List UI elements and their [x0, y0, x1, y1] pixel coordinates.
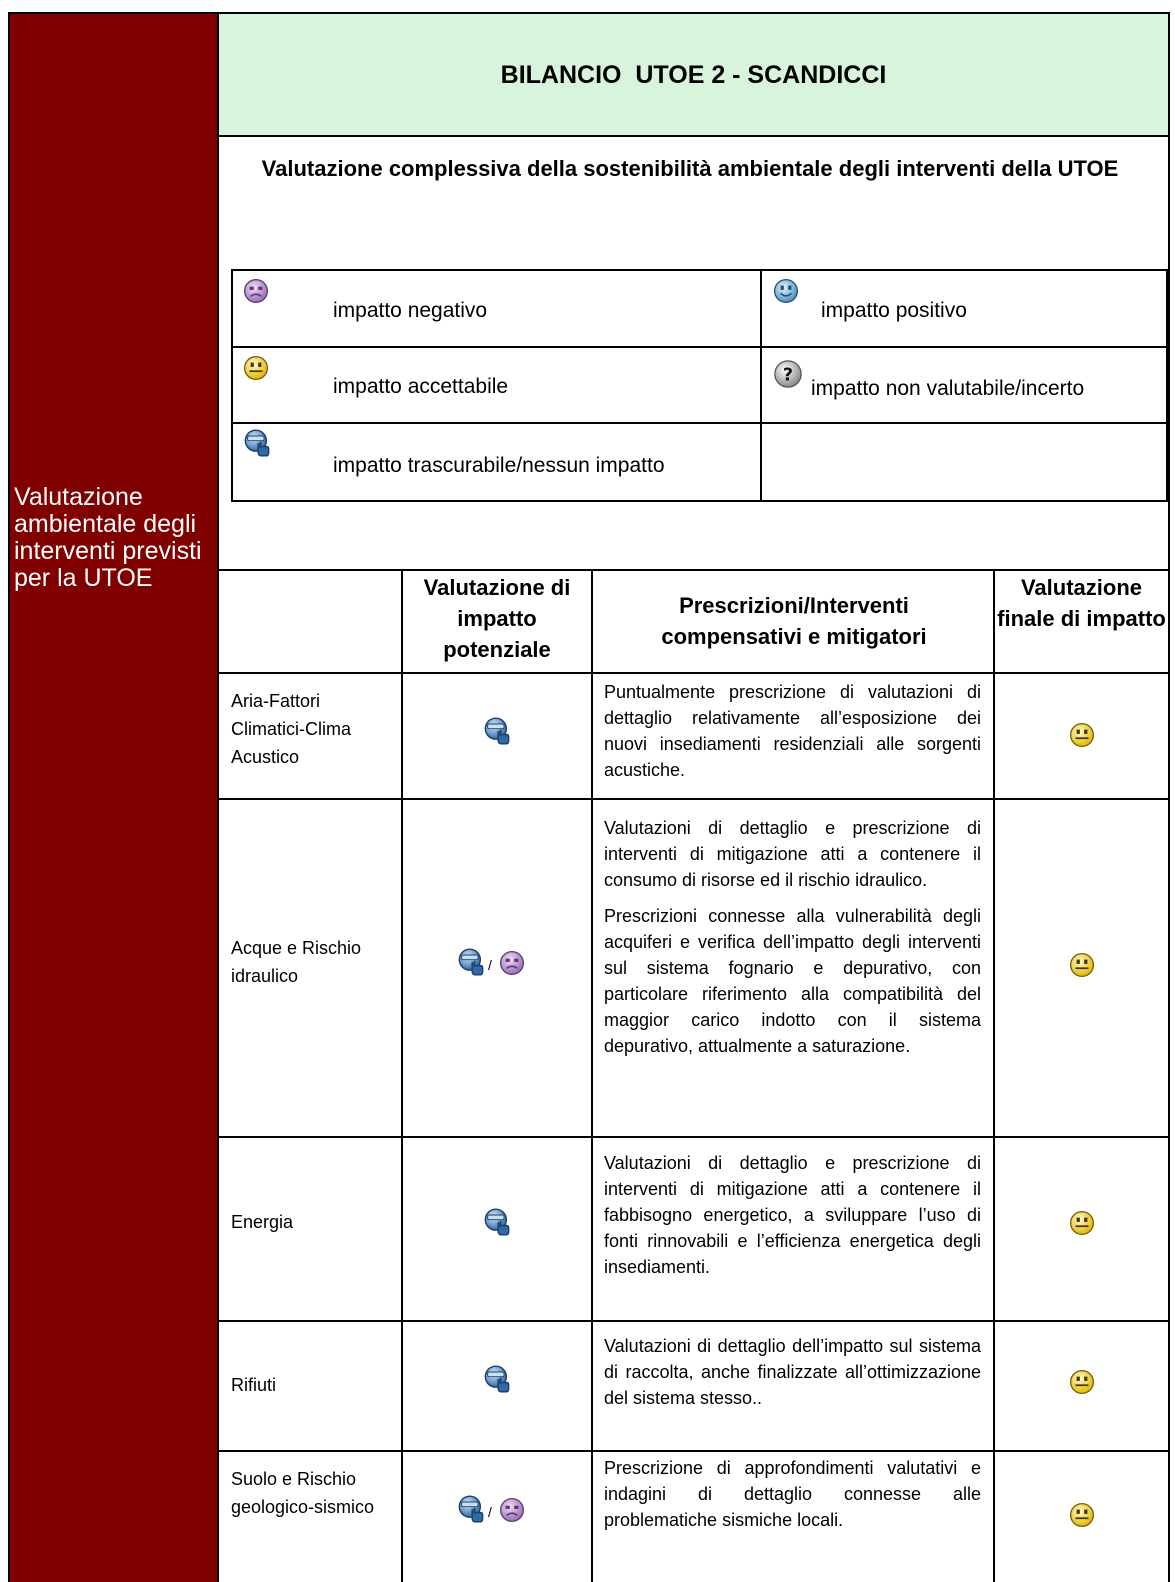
- legend-acceptable-label: impatto accettabile: [333, 375, 509, 398]
- uncertain-impact-icon: [773, 359, 803, 389]
- legend-negative-label: impatto negativo: [333, 299, 488, 322]
- row-label-aria: Aria-Fattori Climatici-Clima Acustico: [231, 691, 351, 767]
- acceptable-impact-icon: [1069, 1502, 1095, 1528]
- negligible-impact-icon: [243, 429, 271, 457]
- prescription-text: Prescrizioni connesse alla vulnerabilità degli acquiferi e verifica dell’impatto degli interventi sul sistema fognario e depurativo, con particolare riferimento alla compatibilità del maggior carico indotto con il sistema depurativo, attualmente a saturazione.: [604, 906, 981, 1056]
- legend-uncertain-label: impatto non valutabile/incerto: [811, 377, 1085, 400]
- sidebar: [10, 14, 217, 1582]
- prescription-rifiuti: [604, 1333, 981, 1421]
- impact-table: [219, 569, 1168, 1582]
- prescription-text: Valutazioni di dettaglio e prescrizione di interventi di mitigazione atti a contenere il fabbisogno energetico, a sviluppare l’uso di fonti rinnovabili e l’efficienza energetica degli insediamenti.: [604, 1153, 981, 1277]
- positive-impact-icon: [773, 278, 799, 304]
- negligible-impact-icon: [483, 1365, 511, 1393]
- prescription-text: Valutazioni di dettaglio dell’impatto sul sistema di raccolta, anche finalizzate all’ottimizzazione del sistema stesso..: [604, 1336, 981, 1408]
- row-label-rifiuti: Rifiuti: [231, 1375, 277, 1395]
- negligible-impact-icon: [483, 717, 511, 745]
- prescription-text: Prescrizione di approfondimenti valutativi e indagini di dettaglio connesse alle problematiche sismiche locali.: [604, 1458, 981, 1530]
- row-label-acque: Acque e Rischio idraulico: [231, 938, 362, 986]
- negative-impact-icon: [499, 1497, 525, 1523]
- header-prescriptions: Prescrizioni/Interventi compensativi e mitigatori: [661, 593, 927, 649]
- icon-separator: /: [488, 957, 492, 973]
- page-title: BILANCIO UTOE 2 - SCANDICCI: [500, 61, 887, 89]
- prescription-acque: [604, 815, 981, 1069]
- acceptable-impact-icon: [1069, 1210, 1095, 1236]
- header-final: Valutazione finale di impatto: [997, 575, 1166, 631]
- acceptable-impact-icon: [1069, 1369, 1095, 1395]
- icon-separator: /: [488, 1504, 492, 1520]
- negative-impact-icon: [499, 950, 525, 976]
- negligible-impact-icon: [457, 1495, 485, 1523]
- acceptable-impact-icon: [243, 355, 269, 381]
- header-potential: Valutazione di impatto potenziale: [423, 575, 571, 662]
- section-subtitle: Valutazione complessiva della sostenibilità ambientale degli interventi della UTOE: [261, 156, 1119, 181]
- negligible-impact-icon: [483, 1208, 511, 1236]
- negative-impact-icon: [243, 278, 269, 304]
- prescription-energia: [604, 1150, 981, 1290]
- legend-table: [231, 269, 1168, 502]
- legend-positive-label: impatto positivo: [821, 299, 967, 322]
- acceptable-impact-icon: [1069, 952, 1095, 978]
- row-label-suolo: Suolo e Rischio geologico-sismico: [231, 1469, 375, 1517]
- legend-negligible-label: impatto trascurabile/nessun impatto: [333, 454, 665, 477]
- header: [219, 14, 1168, 137]
- prescription-text: Valutazioni di dettaglio e prescrizione di interventi di mitigazione atti a contenere il consumo di risorse ed il rischio idraulico.: [604, 818, 981, 890]
- negligible-impact-icon: [457, 948, 485, 976]
- prescription-text: Puntualmente prescrizione di valutazioni di dettaglio relativamente all’esposizione dei nuovi insediamenti residenziali alle sorgenti acustiche.: [604, 682, 981, 780]
- prescription-suolo: [604, 1455, 981, 1543]
- prescription-aria: [604, 679, 981, 793]
- row-label-energia: Energia: [231, 1212, 294, 1232]
- acceptable-impact-icon: [1069, 722, 1095, 748]
- sidebar-label: Valutazione ambientale degli interventi previsti per la UTOE: [14, 483, 202, 592]
